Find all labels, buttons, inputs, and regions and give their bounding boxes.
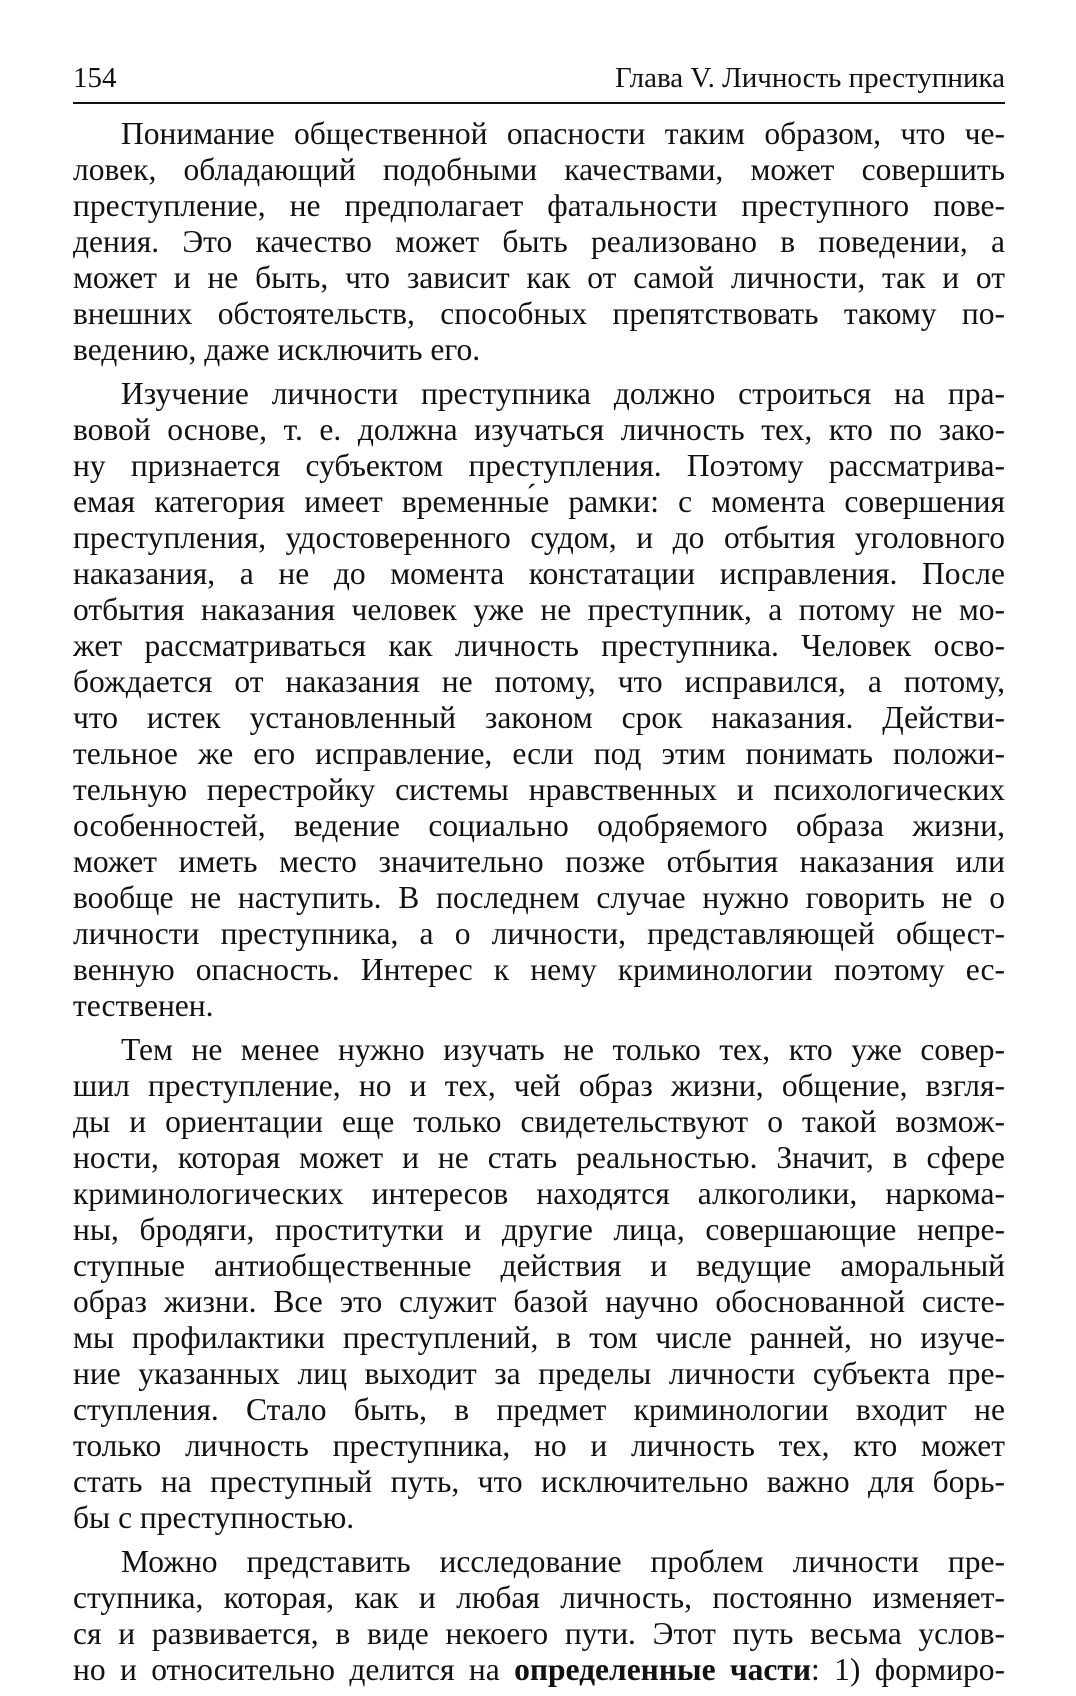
text-line: ся и развивается, в виде некоего пути. Этот путь весьма услов- xyxy=(73,1616,1005,1651)
text-line: Тем не менее нужно изучать не только тех, кто уже совер- xyxy=(121,1032,1005,1067)
text-line: бождается от наказания не потому, что исправился, а потому, xyxy=(73,664,1005,699)
text-line: ловек, обладающий подобными качествами, может совершить xyxy=(73,152,1005,187)
text-line: тественен. xyxy=(73,988,214,1023)
paragraph-1 xyxy=(73,116,1005,368)
paragraph-4 xyxy=(73,1544,1005,1688)
bold-term: определенные части xyxy=(514,1652,812,1687)
running-header xyxy=(73,60,1005,104)
chapter-title: Глава V. Личность преступника xyxy=(615,62,1005,94)
text-line: жет рассматриваться как личность преступника. Человек осво- xyxy=(73,628,1005,663)
text-line: тельное же его исправление, если под этим понимать положи- xyxy=(73,736,1005,771)
text-line: ны, бродяги, проститутки и другие лица, совершающие непре- xyxy=(73,1212,1005,1247)
body-text xyxy=(73,116,1005,1688)
text-line: венную опасность. Интерес к нему криминологии поэтому ес- xyxy=(73,952,1005,987)
text-segment: : 1) формиро- xyxy=(811,1652,1005,1687)
paragraph-3 xyxy=(73,1032,1005,1536)
text-line: только личность преступника, но и личность тех, кто может xyxy=(73,1428,1005,1463)
paragraph-2 xyxy=(73,376,1005,1024)
text-line: тельную перестройку системы нравственных и психологических xyxy=(73,772,1005,807)
text-line: Изучение личности преступника должно строиться на пра- xyxy=(121,376,1005,411)
text-line: ступления. Стало быть, в предмет криминологии входит не xyxy=(73,1392,1005,1427)
text-line: что истек установленный законом срок наказания. Действи- xyxy=(73,700,1005,735)
text-line: ды и ориентации еще только свидетельствуют о такой возмож- xyxy=(73,1104,1005,1139)
text-line: может и не быть, что зависит как от самой личности, так и от xyxy=(73,260,1005,295)
text-line: ние указанных лиц выходит за пределы личности субъекта пре- xyxy=(73,1356,1005,1391)
text-line: внешних обстоятельств, способных препятствовать такому по- xyxy=(73,296,1005,331)
text-segment: но и относительно делится на xyxy=(73,1652,515,1687)
text-line: ну признается субъектом преступления. Поэтому рассматрива- xyxy=(73,448,1005,483)
text-line: личности преступника, а о личности, представляющей общест- xyxy=(73,916,1005,951)
text-line: образ жизни. Все это служит базой научно обоснованной систе- xyxy=(73,1284,1005,1319)
text-line: особенностей, ведение социально одобряемого образа жизни, xyxy=(73,808,1005,843)
text-line: вообще не наступить. В последнем случае нужно говорить не о xyxy=(73,880,1005,915)
text-line: бы с преступностью. xyxy=(73,1500,355,1535)
text-line: криминологических интересов находятся алкоголики, наркома- xyxy=(73,1176,1005,1211)
text-line: емая категория имеет временны́е рамки: с момента совершения xyxy=(73,484,1005,519)
book-page xyxy=(73,60,1005,1696)
text-line: мы профилактики преступлений, в том числе ранней, но изуче- xyxy=(73,1320,1005,1355)
text-line: может иметь место значительно позже отбытия наказания или xyxy=(73,844,1005,879)
text-line: преступления, удостоверенного судом, и до отбытия уголовного xyxy=(73,520,1005,555)
text-line: отбытия наказания человек уже не преступник, а потому не мо- xyxy=(73,592,1005,627)
text-line: стать на преступный путь, что исключительно важно для борь- xyxy=(73,1464,1005,1499)
page-number: 154 xyxy=(73,62,117,94)
text-line: преступление, не предполагает фатальности преступного пове- xyxy=(73,188,1005,223)
text-line: Можно представить исследование проблем личности пре- xyxy=(121,1544,1005,1579)
text-line: вовой основе, т. е. должна изучаться личность тех, кто по зако- xyxy=(73,412,1005,447)
text-line: ступные антиобщественные действия и ведущие аморальный xyxy=(73,1248,1005,1283)
text-line: ведению, даже исключить его. xyxy=(73,332,481,367)
text-line: ности, которая может и не стать реальностью. Значит, в сфере xyxy=(73,1140,1005,1175)
text-line: шил преступление, но и тех, чей образ жизни, общение, взгля- xyxy=(73,1068,1005,1103)
text-line: наказания, а не до момента констатации исправления. После xyxy=(73,556,1005,591)
text-line-final xyxy=(73,1652,1005,1688)
text-line: ступника, которая, как и любая личность, постоянно изменяет- xyxy=(73,1580,1005,1615)
text-line: Понимание общественной опасности таким образом, что че- xyxy=(121,116,1005,151)
text-line: дения. Это качество может быть реализовано в поведении, а xyxy=(73,224,1005,259)
